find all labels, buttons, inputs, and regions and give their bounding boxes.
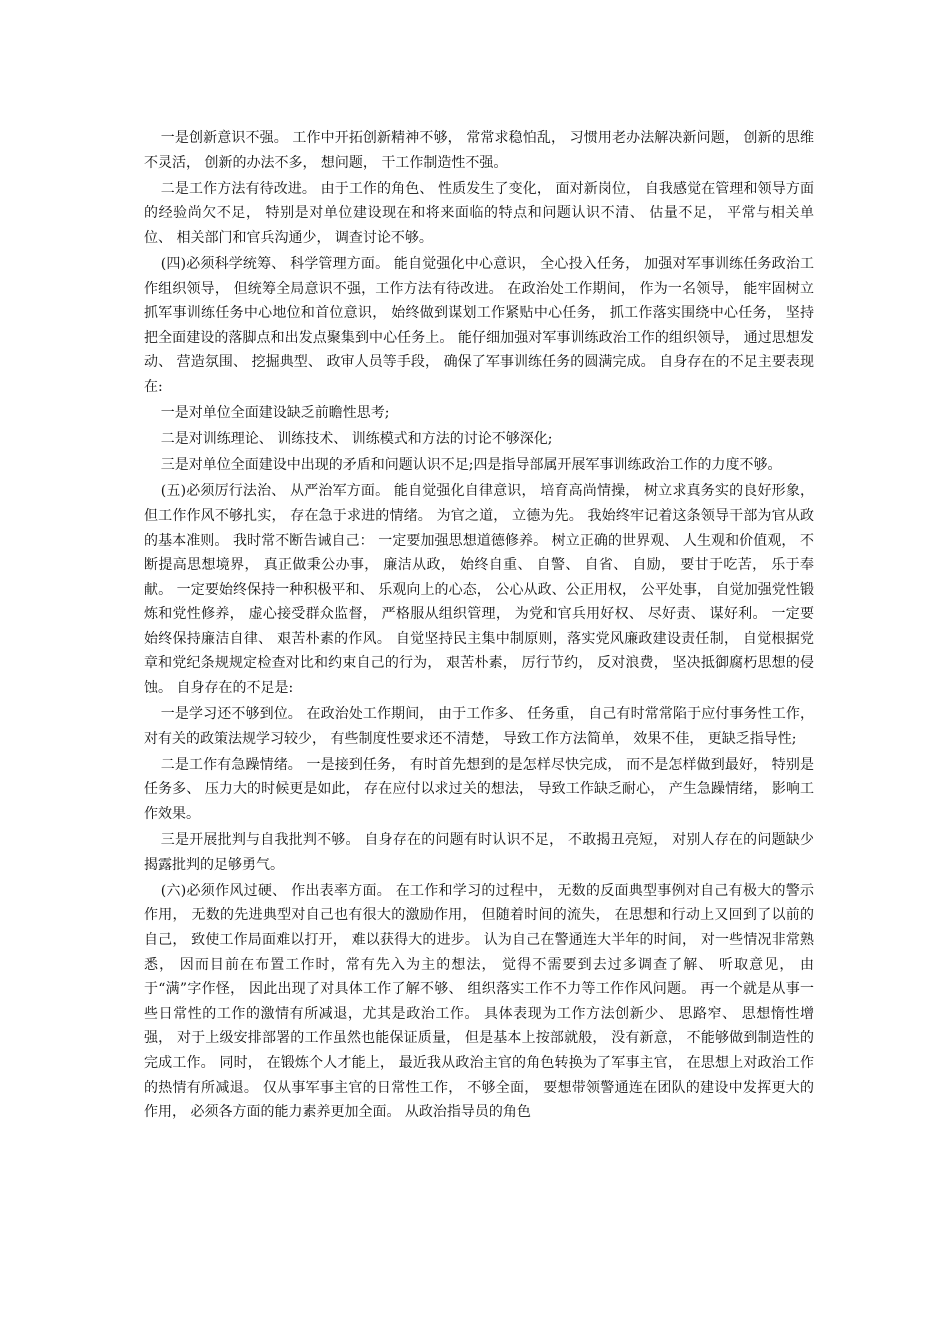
paragraph: 一是对单位全面建设缺乏前瞻性思考;	[160, 405, 390, 422]
paragraph: (六)必须作风过硬、 作出表率方面。 在工作和学习的过程中， 无数的反面典型事例对自己有极大的警示作用， 无数的先进典型对自己也有很大的激励作用， 但随着时间的流失， 在思想和行动上又回到了以前的自己， 致使工作局面难以打开， 难以获得大的进步。 认为自己在警通连大半年的时间， 对一些情况非常熟悉， 因而目前在布置工作时，常有先入为主的想法， 觉得不需要到去过多调查了解、 听取意见， 由于“满”字作怪， 因此出现了对具体工作了解不够、 组织落实工作不力等工作作风问题。 再一个就是从事一些日常性的工作的激情有所减退，尤其是政治工作。 具体表现为工作方法创新少、 思路窄、 思想惰性增强， 对于上级安排部署的工作虽然也能保证质量， 但是基本上按部就般， 没有新意， 不能够做到制造性的完成工作。 同时， 在锻炼个人才能上， 最近我从政治主官的角色转换为了军事主官， 在思想上对政治工作的热情有所减退。 仅从事军事主官的日常性工作， 不够全面， 要想带领警通连在团队的建设中发挥更大的作用， 必须各方面的能力素养更加全面。 从政治指导员的角色	[144, 882, 814, 1121]
document-body	[144, 126, 814, 1126]
paragraph: 一是学习还不够到位。 在政治处工作期间， 由于工作多、 任务重， 自己有时常常陷于应付事务性工作， 对有关的政策法规学习较少， 有些制度性要求还不清楚， 导致工作方法简单， 效果不佳， 更缺乏指导性;	[144, 706, 814, 747]
paragraph: (四)必须科学统筹、 科学管理方面。 能自觉强化中心意识， 全心投入任务， 加强对军事训练任务政治工作组织领导， 但统筹全局意识不强，工作方法有待改进。 在政治处工作期间， 作为一名领导， 能牢固树立抓军事训练任务中心地位和首位意识， 始终做到谋划工作紧贴中心任务， 抓工作落实围绕中心任务， 坚持把全面建设的落脚点和出发点聚集到中心任务上。 能仔细加强对军事训练政治工作的组织领导， 通过思想发动、 营造氛围、 挖掘典型、 政审人员等手段， 确保了军事训练任务的圆满完成。 自身存在的不足主要表现在:	[144, 255, 814, 395]
paragraph: 一是创新意识不强。 工作中开拓创新精神不够， 常常求稳怕乱， 习惯用老办法解决新问题， 创新的思维不灵活， 创新的办法不多， 想问题， 干工作制造性不强。	[144, 130, 814, 171]
paragraph: 三是对单位全面建设中出现的矛盾和问题认识不足;四是指导部属开展军事训练政治工作的力度不够。	[160, 457, 782, 474]
paragraph: 二是对训练理论、 训练技术、 训练模式和方法的讨论不够深化;	[160, 431, 553, 448]
paragraph: 二是工作有急躁情绪。 一是接到任务， 有时首先想到的是怎样尽快完成， 而不是怎样做到最好， 特别是任务多、 压力大的时候更是如此， 存在应付以求过关的想法， 导致工作缺乏耐心， 产生急躁情绪， 影响工作效果。	[144, 756, 814, 823]
paragraph: 二是工作方法有待改进。 由于工作的角色、 性质发生了变化， 面对新岗位， 自我感觉在管理和领导方面的经验尚欠不足， 特别是对单位建设现在和将来面临的特点和问题认识不清、 估量不足， 平常与相关单位、 相关部门和官兵沟通少， 调查讨论不够。	[144, 180, 814, 246]
paragraph: (五)必须厉行法治、 从严治军方面。 能自觉强化自律意识， 培育高尚情操， 树立求真务实的良好形象， 但工作作风不够扎实， 存在急于求进的情绪。 为官之道， 立德为先。 我始终牢记着这条领导干部为官从政的基本准则。 我时常不断告诫自己： 一定要加强思想道德修养。 树立正确的世界观、 人生观和价值观， 不断提高思想境界， 真正做秉公办事， 廉洁从政， 始终自重、 自警、 自省、 自励， 要甘于吃苦， 乐于奉献。 一定要始终保持一种积极平和、 乐观向上的心态， 公心从政、公正用权， 公平处事， 自觉加强党性锻炼和党性修养， 虚心接受群众监督， 严格服从组织管理， 为党和官兵用好权、 尽好责、 谋好利。 一定要始终保持廉洁自律、 艰苦朴素的作风。 自觉坚持民主集中制原则，落实党风廉政建设责任制， 自觉根据党章和党纪条规规定检查对比和约束自己的行为， 艰苦朴素， 厉行节约， 反对浪费， 坚决抵御腐朽思想的侵蚀。 自身存在的不足是:	[144, 483, 814, 697]
paragraph: 三是开展批判与自我批判不够。 自身存在的问题有时认识不足， 不敢揭丑亮短， 对别人存在的问题缺少揭露批判的足够勇气。	[144, 832, 814, 873]
